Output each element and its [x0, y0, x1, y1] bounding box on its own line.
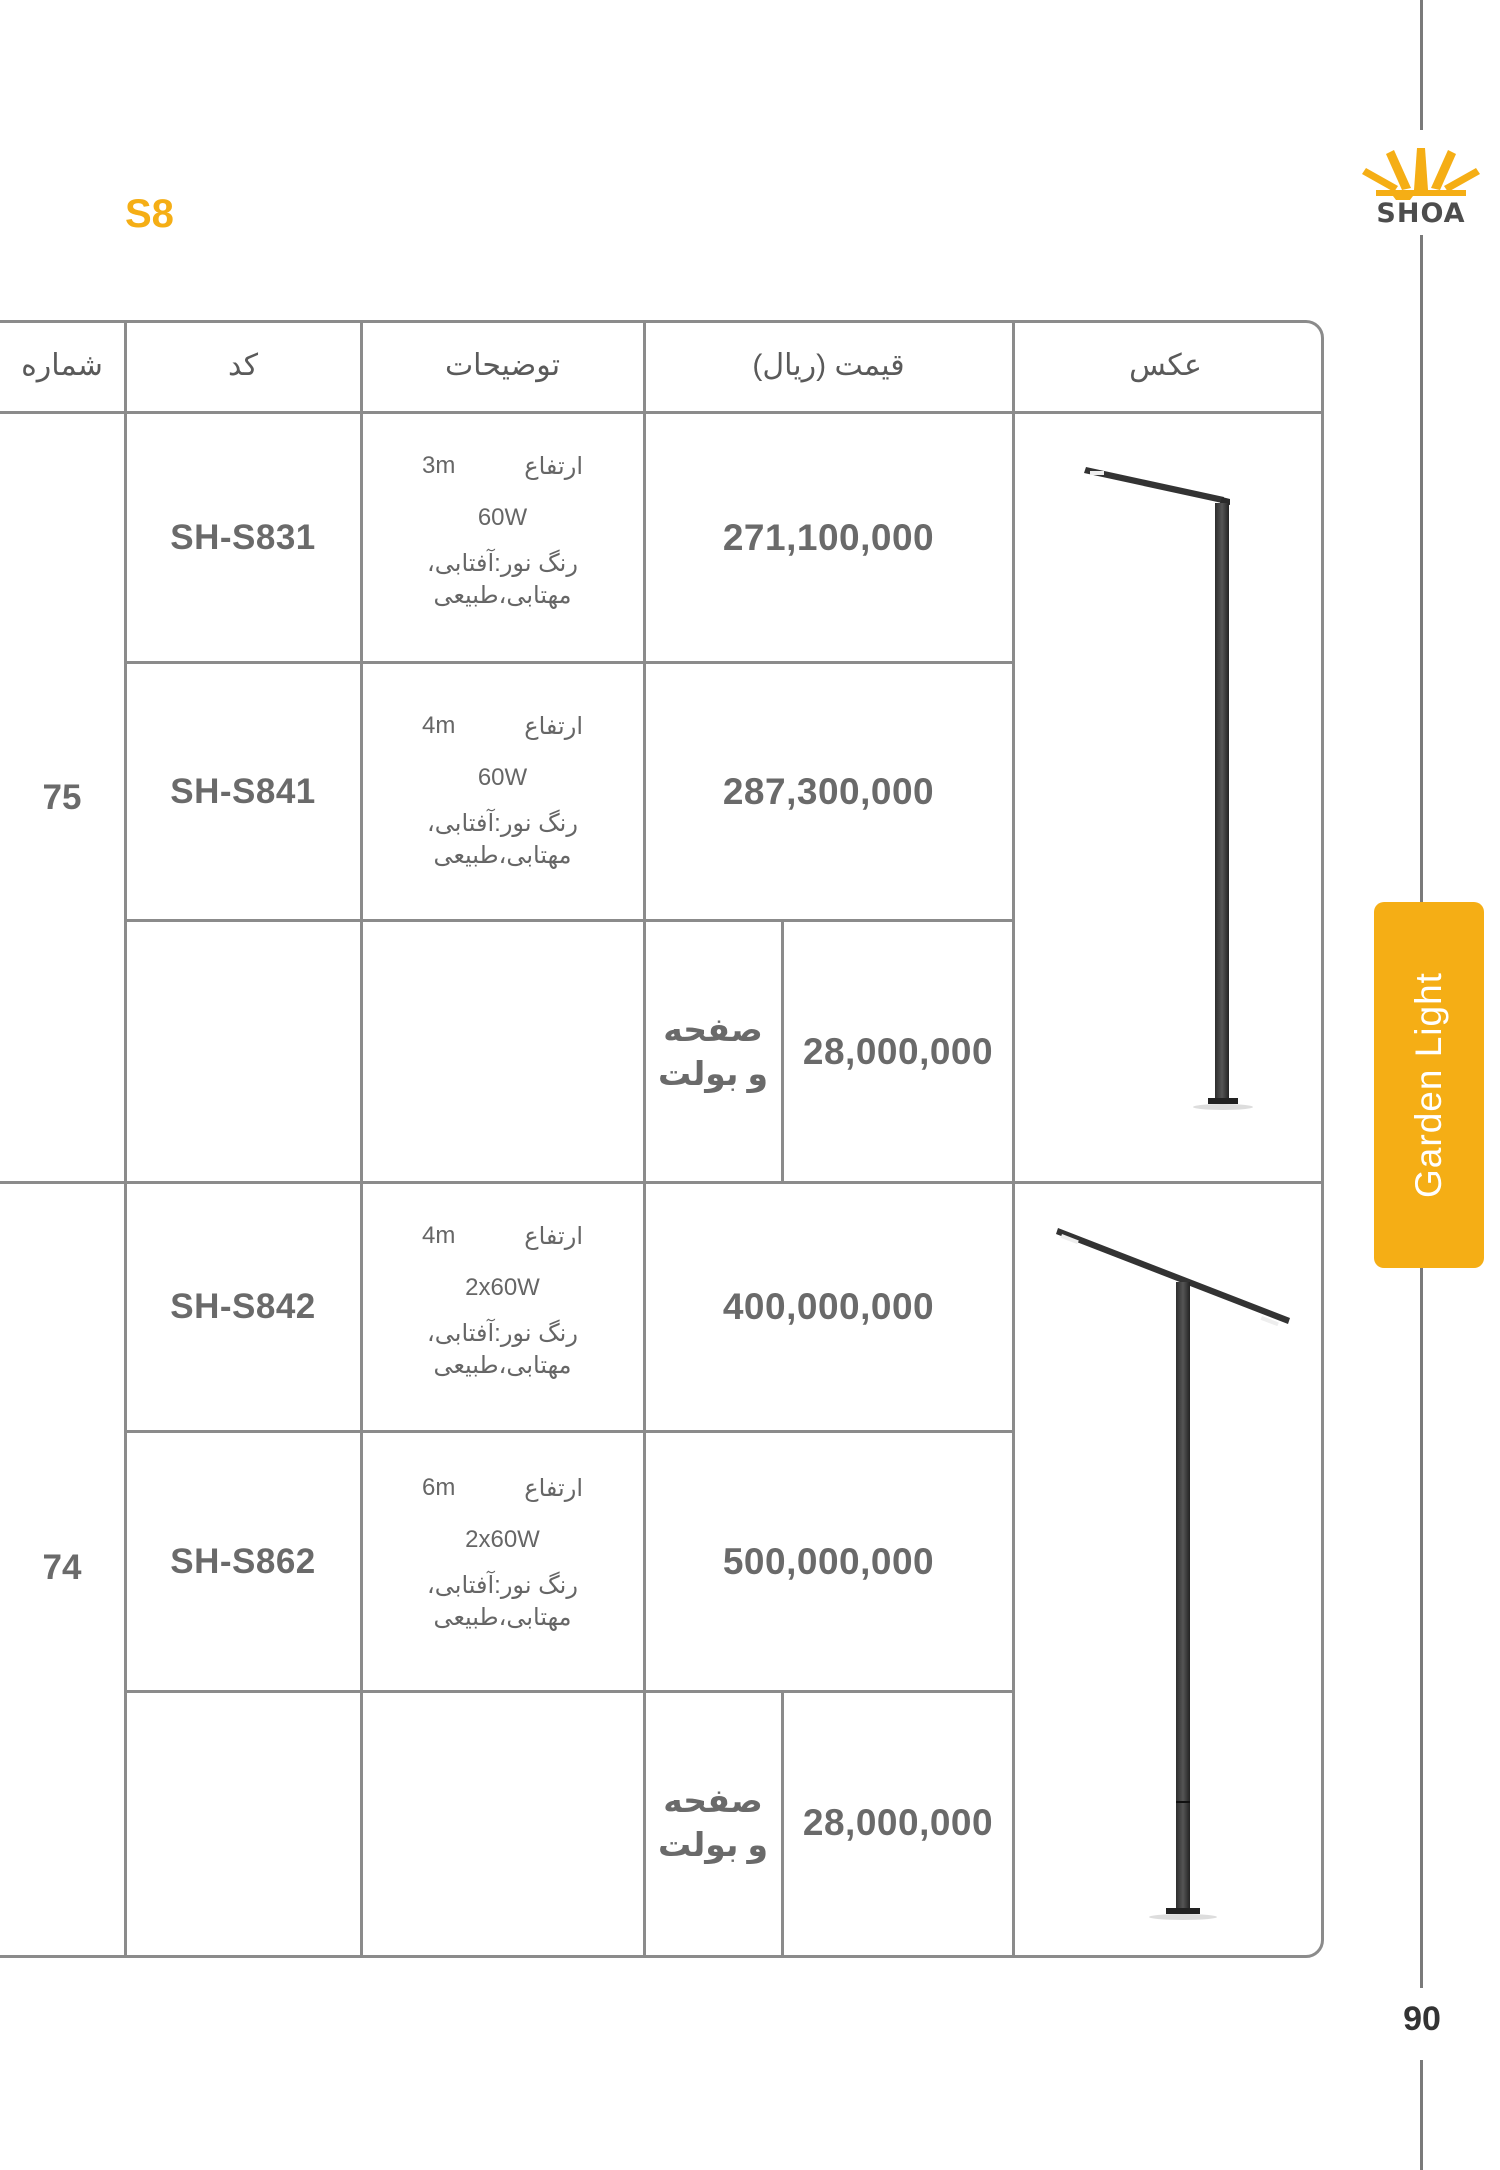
power-value: 2x60W: [465, 1274, 540, 1301]
accessory-label: صفحه و بولت: [657, 1010, 769, 1092]
t-shaped-pole-image: [1040, 1220, 1300, 1930]
item-price: 400,000,000: [722, 1286, 935, 1327]
height-label: ارتفاع: [524, 713, 583, 740]
side-rail: [1420, 2060, 1423, 2170]
height-label: ارتفاع: [524, 1475, 583, 1502]
height-label: ارتفاع: [524, 453, 583, 480]
category-tab: [1374, 902, 1484, 1268]
height-value: 4m: [422, 1222, 456, 1249]
accessory-price: 28,000,000: [802, 1801, 994, 1843]
l-shaped-pole-image: [1060, 455, 1300, 1135]
accessory-label: صفحه و بولت: [657, 1781, 769, 1863]
page-number: 90: [1390, 2000, 1454, 2039]
column-divider: [1012, 320, 1015, 1955]
header-number: شماره: [21, 349, 103, 382]
item-code: SH-S831: [170, 517, 316, 557]
power-value: 60W: [477, 504, 528, 531]
item-description: [362, 1222, 643, 1402]
side-rail: [1420, 0, 1423, 130]
side-rail: [1420, 1268, 1423, 1988]
light-color: رنگ نور:آفتابی، مهتابی،طبیعی: [427, 1320, 578, 1379]
power-value: 2x60W: [465, 1526, 540, 1553]
height-value: 3m: [422, 452, 456, 479]
header-photo: عکس: [1129, 349, 1202, 382]
brand-name: SHOA: [1376, 198, 1466, 229]
sun-logo-icon: [1356, 140, 1486, 200]
light-color: رنگ نور:آفتابی، مهتابی،طبیعی: [427, 810, 578, 869]
header-description: توضیحات: [444, 349, 561, 382]
light-color: رنگ نور:آفتابی، مهتابی،طبیعی: [427, 1572, 578, 1631]
item-description: [362, 452, 643, 632]
item-code: SH-S842: [170, 1287, 316, 1326]
item-price: 287,300,000: [722, 770, 935, 812]
model-title: S8: [125, 192, 174, 236]
side-rail: [1420, 235, 1423, 903]
item-price: 271,100,000: [722, 516, 935, 558]
header-code: کد: [227, 349, 259, 382]
item-code: SH-S841: [170, 771, 316, 811]
brand-logo: [1356, 140, 1486, 235]
group-number: 74: [42, 1548, 82, 1587]
item-description: [362, 712, 643, 892]
category-tab-label: Garden Light: [1408, 972, 1449, 1198]
height-value: 6m: [422, 1474, 456, 1501]
group-number: 75: [42, 777, 82, 817]
item-price: 500,000,000: [722, 1540, 935, 1582]
item-description: [362, 1474, 643, 1654]
header-price: قیمت (ریال): [752, 349, 905, 382]
accessory-price: 28,000,000: [802, 1030, 994, 1072]
height-value: 4m: [422, 712, 456, 739]
item-code: SH-S862: [170, 1541, 316, 1581]
height-label: ارتفاع: [524, 1223, 583, 1250]
power-value: 60W: [477, 764, 528, 791]
light-color: رنگ نور:آفتابی، مهتابی،طبیعی: [427, 550, 578, 609]
